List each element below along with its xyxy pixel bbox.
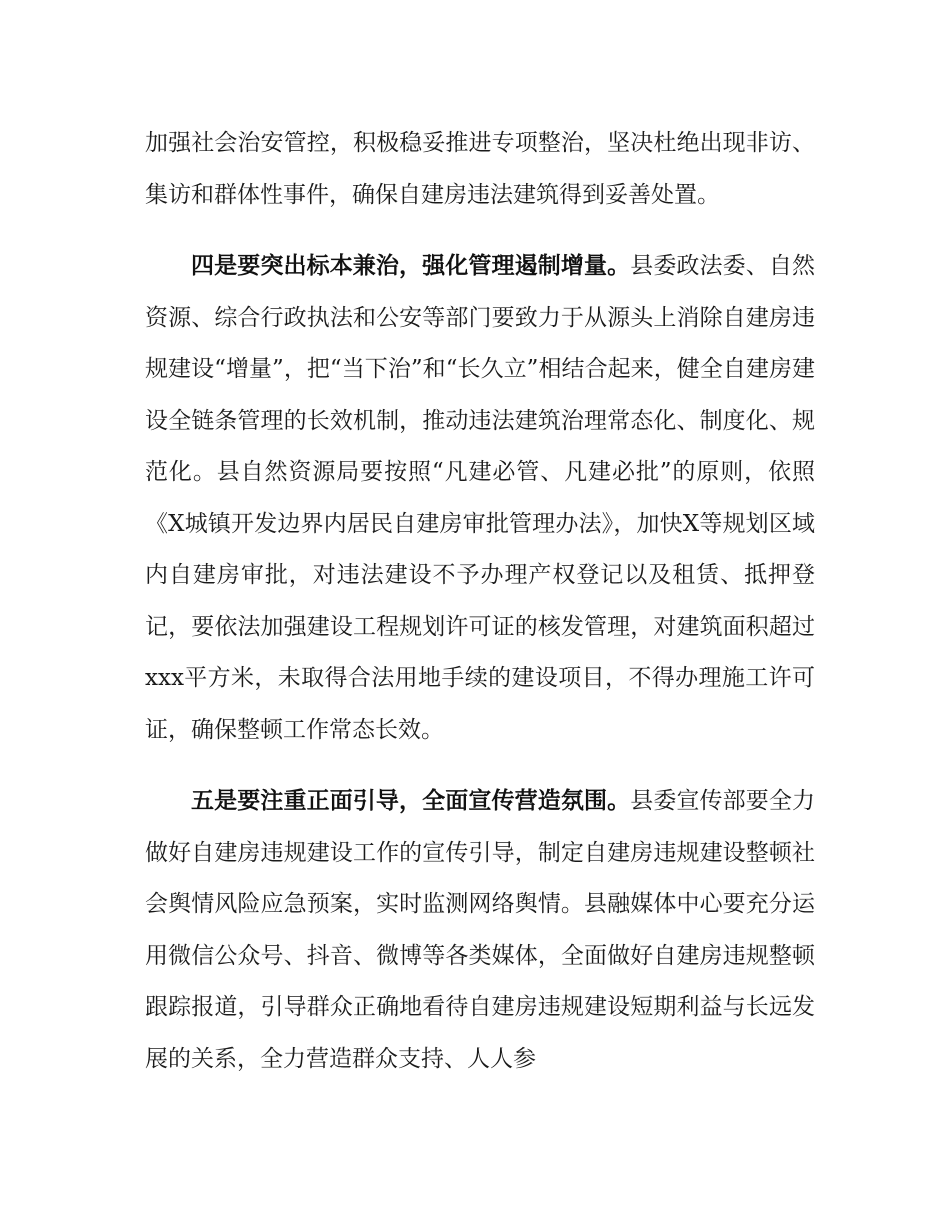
paragraph-3 (145, 776, 815, 1085)
paragraph-2-lead: 四是要突出标本兼治，强化管理遏制增量。 (191, 253, 631, 279)
document-body (145, 118, 815, 1085)
paragraph-2 (145, 241, 815, 756)
paragraph-1 (145, 118, 815, 221)
paragraph-2-text: 县委政法委、自然资源、综合行政执法和公安等部门要致力于从源头上消除自建房违规建设“增量”，把“当下治”和“长久立”相结合起来，健全自建房建设全链条管理的长效机制，推动违法建筑治理常态化、制度化、规范化。县自然资源局要按照“凡建必管、凡建必批”的原则，依照《X城镇开发边界内居民自建房审批管理办法》，加快X等规划区域内自建房审批，对违法建设不予办理产权登记以及租赁、抵押登记，要依法加强建设工程规划许可证的核发管理，对建筑面积超过xxx平方米，未取得合法用地手续的建设项目，不得办理施工许可证，确保整顿工作常态长效。 (145, 253, 816, 743)
paragraph-3-lead: 五是要注重正面引导，全面宣传营造氛围。 (191, 788, 631, 814)
paragraph-1-text: 加强社会治安管控，积极稳妥推进专项整治，坚决杜绝出现非访、集访和群体性事件，确保自建房违法建筑得到妥善处置。 (145, 130, 815, 208)
paragraph-3-text: 县委宣传部要全力做好自建房违规建设工作的宣传引导，制定自建房违规建设整顿社会舆情风险应急预案，实时监测网络舆情。县融媒体中心要充分运用微信公众号、抖音、微博等各类媒体，全面做好自建房违规整顿跟踪报道，引导群众正确地看待自建房违规建设短期利益与长远发展的关系，全力营造群众支持、人人参 (145, 788, 816, 1072)
